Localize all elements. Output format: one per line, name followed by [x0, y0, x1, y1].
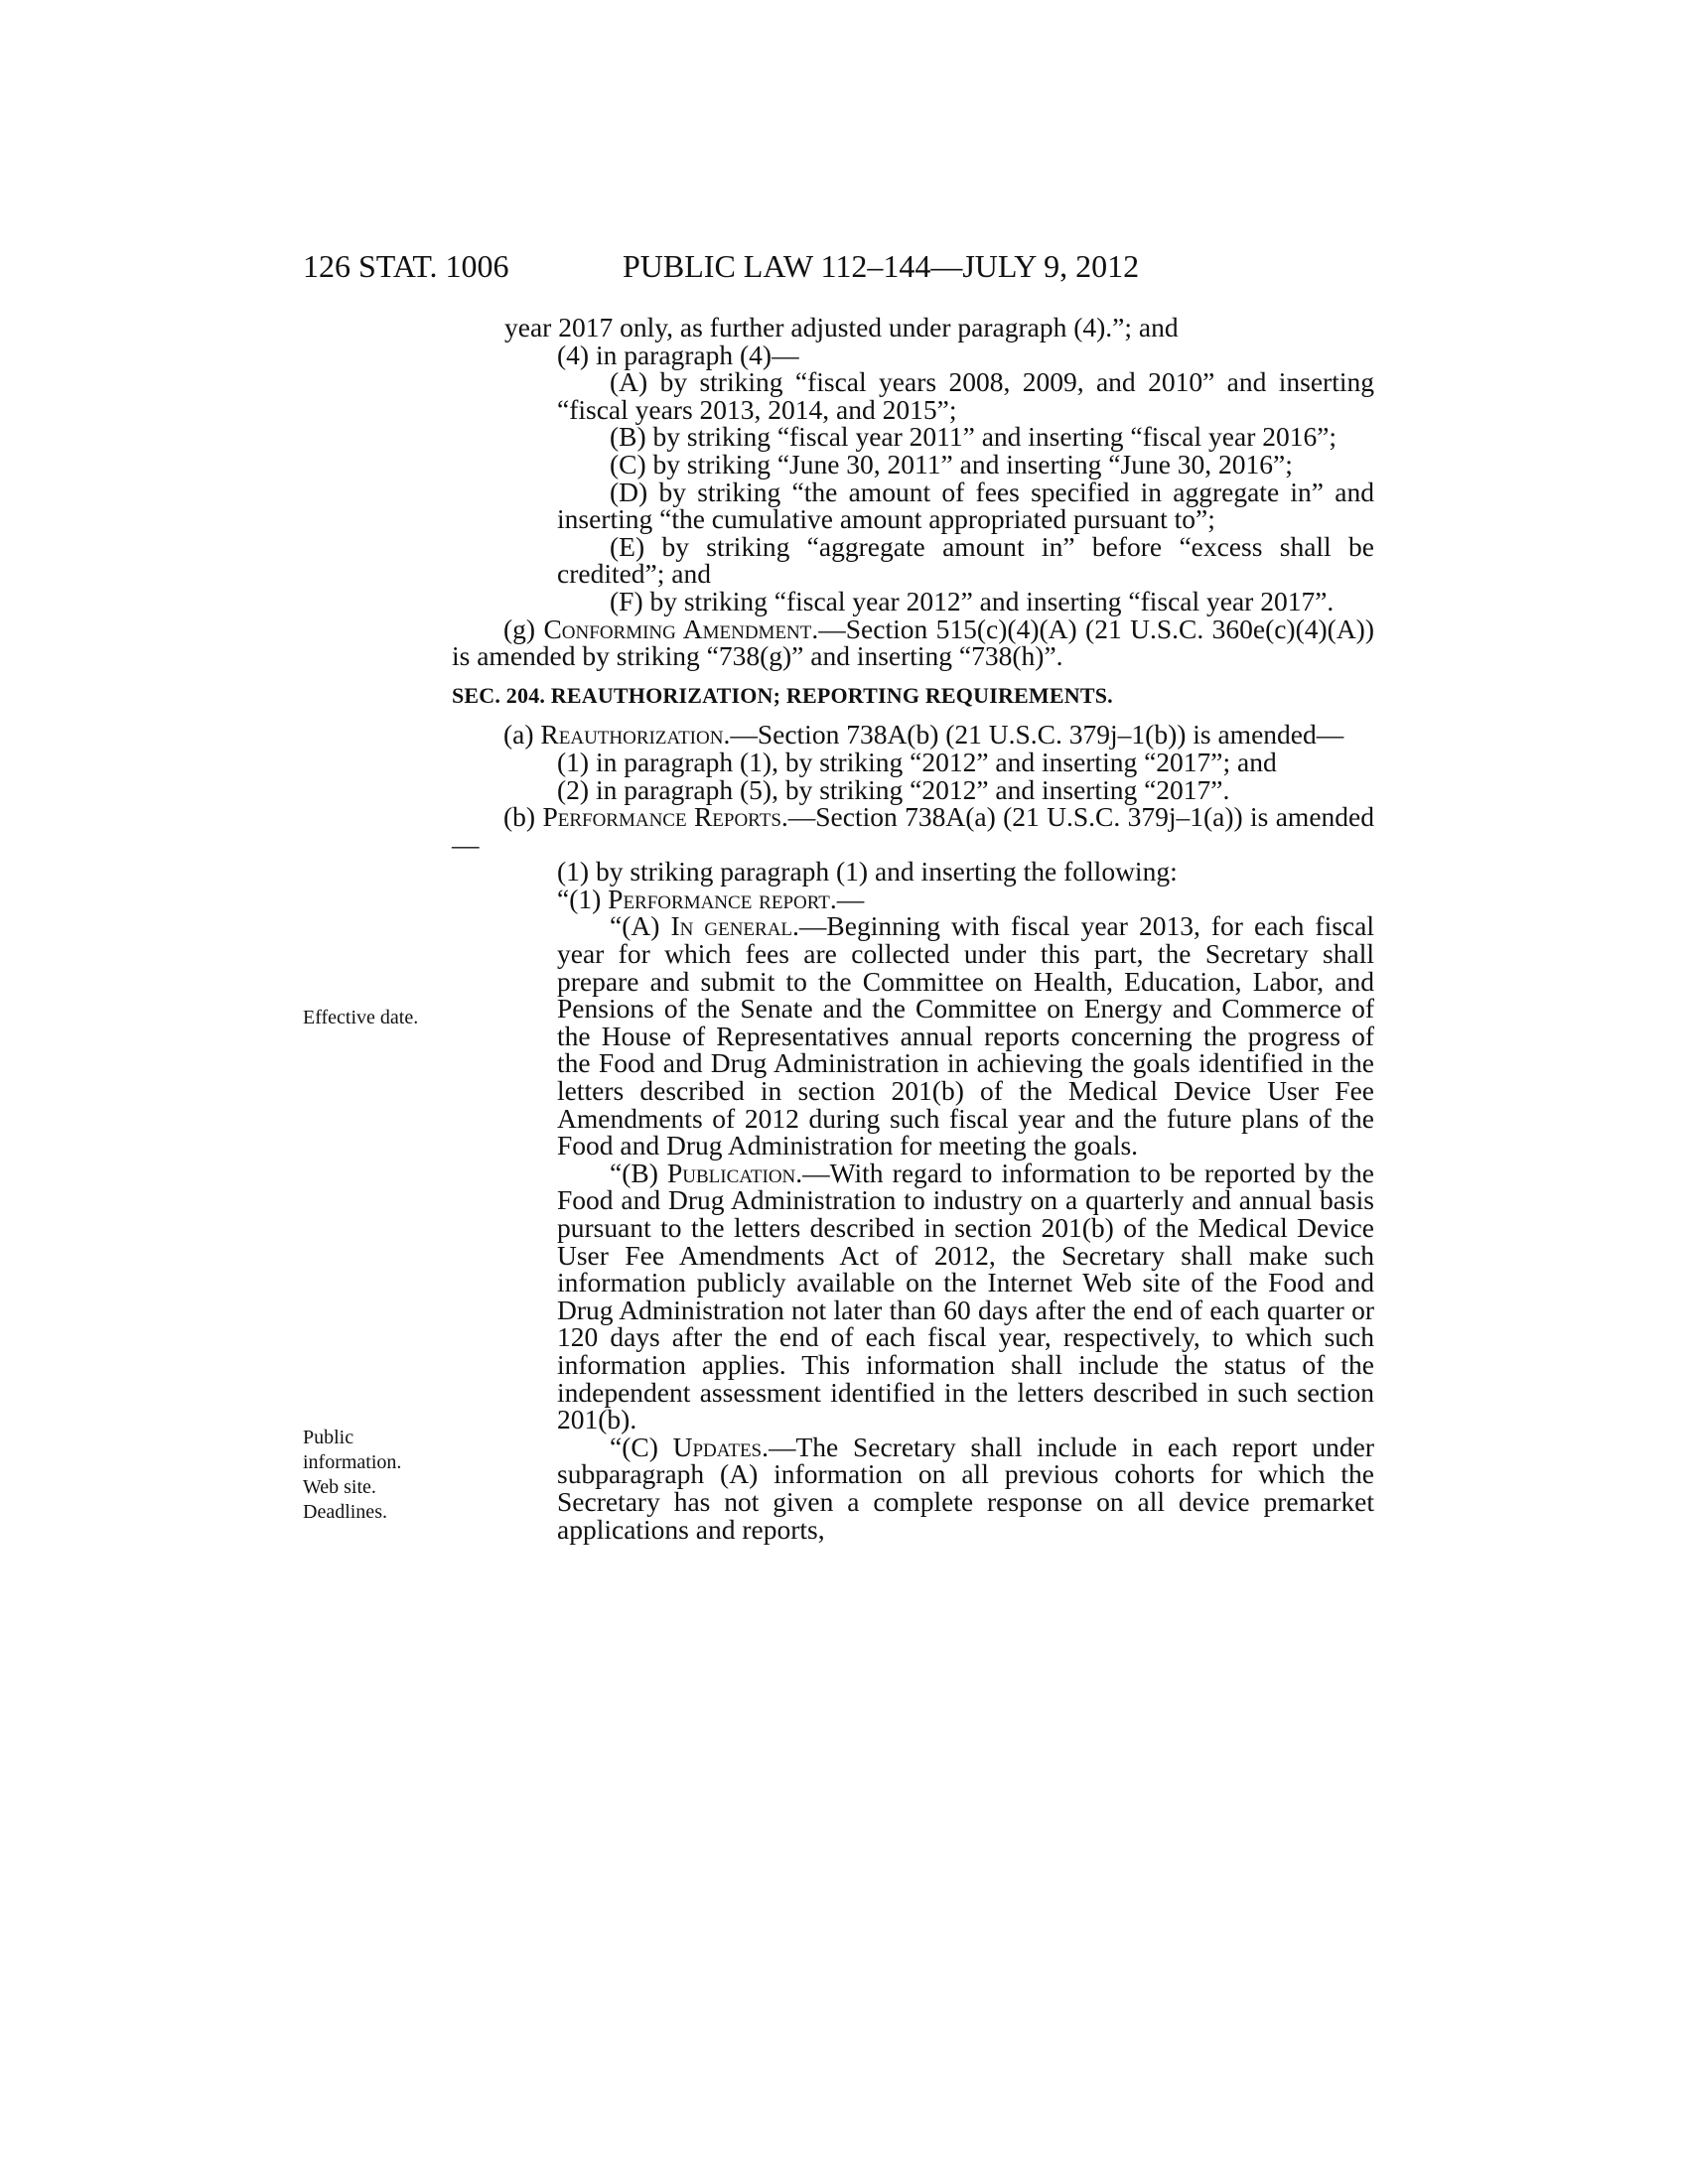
- margin-note-line: Public: [303, 1427, 354, 1448]
- subparagraph-d: (D) by striking “the amount of fees specified in aggregate in” and inserting “the cumulative amount appropriated pursuant to”;: [557, 476, 1374, 535]
- document-body: [452, 312, 1374, 1545]
- margin-note-effective-date: [303, 1005, 442, 1030]
- quoted-subparagraph-b-body: .—With regard to information to be reported by the Food and Drug Administration to industry on a quarterly and annual basis pursuant to the letters described in section 201(b) of the Medical Device User Fee Amendments Act of 2012, the Secretary shall make such information publicly available on the Internet Web site of the Food and Drug Administration not later than 60 days after the end of each quarter or 120 days after the end of each fiscal year, respectively, to which such information applies. This information shall include the status of the independent assessment identified in the letters described in such section 201(b).: [557, 1157, 1374, 1435]
- margin-note-line: information.: [303, 1451, 402, 1473]
- subparagraph-b: (B) by striking “fiscal year 2011” and inserting “fiscal year 2016”;: [610, 421, 1337, 453]
- subparagraph-e: (E) by striking “aggregate amount in” before “excess shall be credited”; and: [557, 530, 1374, 590]
- quoted-subparagraph-b-heading: Publication: [666, 1157, 796, 1188]
- quoted-subparagraph-c-heading: Updates: [672, 1431, 763, 1462]
- quoted-subparagraph-c-label: “(C): [610, 1431, 673, 1462]
- subsection-a-paragraph-1: (1) in paragraph (1), by striking “2012” and inserting “2017”; and: [557, 746, 1277, 777]
- quoted-paragraph-1: [504, 883, 1374, 914]
- subsection-a-paragraph-2: (2) in paragraph (5), by striking “2012” and inserting “2017”.: [557, 773, 1230, 805]
- quoted-subparagraph-b: [504, 1157, 1374, 1435]
- subsection-g: [452, 615, 1374, 670]
- subsection-a-label: (a): [503, 719, 541, 751]
- subsection-a-heading: Reauthorization: [540, 719, 724, 751]
- margin-note-line: Deadlines.: [303, 1501, 387, 1523]
- quoted-subparagraph-c: [504, 1433, 1374, 1543]
- paragraph-continuation: year 2017 only, as further adjusted under paragraph (4).”; and: [504, 312, 1179, 342]
- subparagraph-c: (C) by striking “June 30, 2011” and inserting “June 30, 2016”;: [610, 448, 1293, 479]
- page-header: [303, 246, 1216, 286]
- subsection-a: [452, 721, 1374, 749]
- paragraph-4: (4) in paragraph (4)—: [557, 339, 799, 370]
- subparagraph-f: (F) by striking “fiscal year 2012” and inserting “fiscal year 2017”.: [610, 585, 1335, 616]
- quoted-paragraph-1-label: “(1): [557, 883, 609, 914]
- quoted-subparagraph-c-body: .—The Secretary shall include in each report under subparagraph (A) information on all previous cohorts for which the Secretary has not given a complete response on all device premarket applications and reports,: [557, 1431, 1374, 1545]
- section-204-heading: SEC. 204. REAUTHORIZATION; REPORTING REQUIREMENTS.: [452, 682, 1113, 708]
- quoted-paragraph-1-heading: Performance report: [608, 883, 830, 914]
- subsection-a-body: .—Section 738A(b) (21 U.S.C. 379j–1(b)) is amended—: [723, 719, 1344, 751]
- quoted-subparagraph-a: [504, 912, 1374, 1159]
- quoted-paragraph-1-end: .—: [829, 883, 865, 914]
- subsection-g-heading: Conforming Amendment: [543, 613, 812, 644]
- margin-note-public-information: [303, 1426, 442, 1525]
- subsection-g-body: .—Section 515(c)(4)(A) (21 U.S.C. 360e(c)(4)(A)) is amended by striking “738(g)” and inserting “738(h)”.: [452, 613, 1374, 672]
- subsection-b-paragraph-1: (1) by striking paragraph (1) and inserting the following:: [557, 856, 1178, 887]
- margin-note-line: Effective date.: [303, 1007, 419, 1028]
- public-law-title: PUBLIC LAW 112–144—JULY 9, 2012: [623, 248, 1140, 284]
- subsection-b-body: .—Section 738A(a) (21 U.S.C. 379j–1(a)) is amended—: [452, 801, 1374, 860]
- subsection-b-label: (b): [503, 801, 543, 833]
- quoted-subparagraph-a-heading: In general: [670, 910, 793, 942]
- margin-note-line: Web site.: [303, 1476, 376, 1498]
- subsection-b: [452, 803, 1374, 858]
- quoted-subparagraph-a-label: “(A): [610, 910, 671, 942]
- subsection-b-heading: Performance Reports: [542, 801, 781, 833]
- subsection-g-label: (g): [503, 613, 544, 644]
- quoted-subparagraph-a-body: .—Beginning with fiscal year 2013, for each fiscal year for which fees are collected under this part, the Secretary shall prepare and submit to the Committee on Health, Education, Labor, and Pensions of the Senate and the Committee on Energy and Commerce of the House of Representatives annual reports concerning the progress of the Food and Drug Administration in achieving the goals identified in the letters described in section 201(b) of the Medical Device User Fee Amendments of 2012 during such fiscal year and the future plans of the Food and Drug Administration for meeting the goals.: [557, 910, 1374, 1161]
- subparagraph-a: (A) by striking “fiscal years 2008, 2009, and 2010” and inserting “fiscal years 2013, 2014, and 2015”;: [557, 366, 1374, 425]
- statute-page-number: 126 STAT. 1006: [303, 248, 509, 284]
- quoted-subparagraph-b-label: “(B): [610, 1157, 667, 1188]
